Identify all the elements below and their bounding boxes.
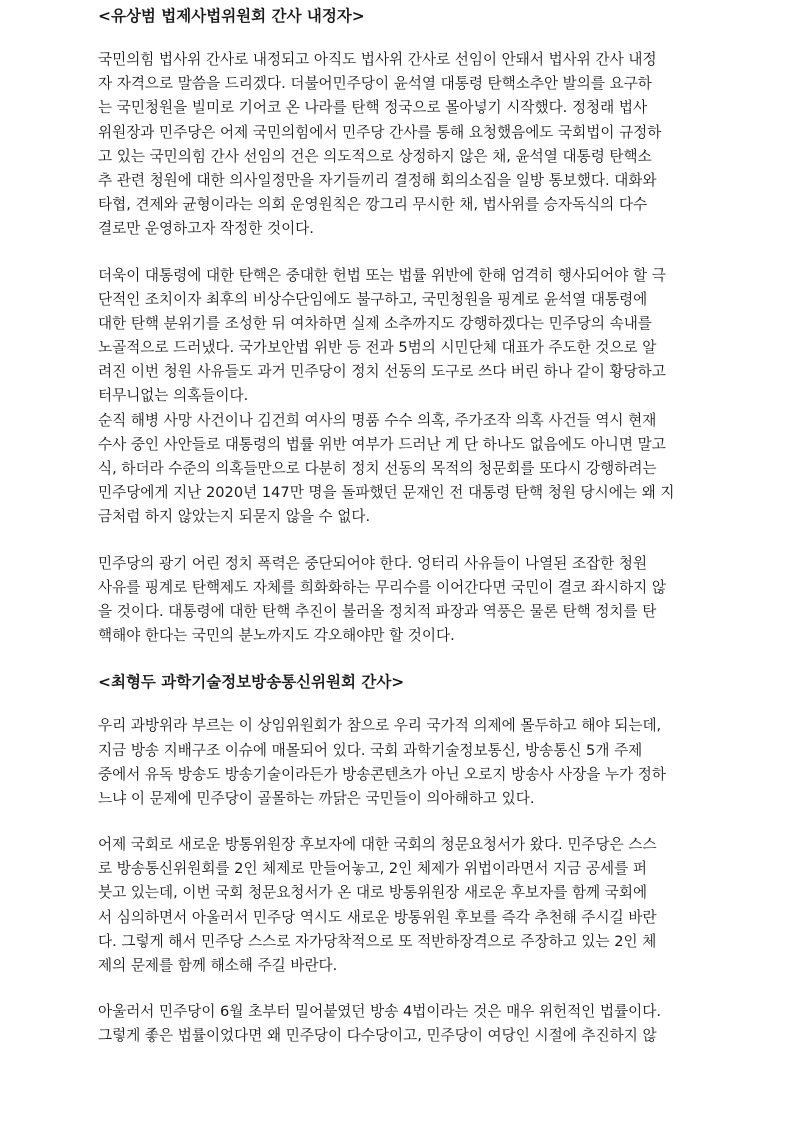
text-line: 는 국민청원을 빌미로 기어코 온 나라를 탄핵 정국으로 몰아넣기 시작했다. 정청래 법사 <box>98 99 648 117</box>
text-line: 아울러서 민주당이 6월 초부터 밀어붙였던 방송 4법이라는 것은 매우 위헌적인 법률이다. <box>98 1003 662 1021</box>
text-line: 타협, 견제와 균형이라는 의회 운영원칙은 깡그리 무시한 채, 법사위를 승자독식의 다수 <box>98 196 648 214</box>
text-line: 중에서 유독 방송도 방송기술이라든가 방송콘텐츠가 아닌 오로지 방송사 사장을 누가 정하 <box>98 765 667 783</box>
text-line: 붓고 있는데, 이번 국회 청문요청서가 온 대로 방통위원장 새로운 후보자를 함께 국회에 <box>98 884 648 902</box>
text-line: 터무니없는 의혹들이다. <box>98 387 249 405</box>
text-line: 그렇게 좋은 법률이었다면 왜 민주당이 다수당이고, 민주당이 여당인 시절에 추진하지 않 <box>98 1027 657 1045</box>
text-line: 더욱이 대통령에 대한 탄핵은 중대한 헌법 또는 법률 위반에 한해 엄격히 행사되어야 할 극 <box>98 266 666 284</box>
text-line: 다. 그렇게 해서 민주당 스스로 자가당착적으로 또 적반하장격으로 주장하고 있는 2인 체 <box>98 932 657 950</box>
text-line: 려진 이번 청원 사유들도 과거 민주당이 정치 선동의 도구로 쓰다 버린 하나 같이 황당하고 <box>98 363 666 381</box>
text-line: 금처럼 하지 않았는지 되묻지 않을 수 없다. <box>98 508 371 526</box>
text-line: 위원장과 민주당은 어제 국민의힘에서 민주당 간사를 통해 요청했음에도 국회법이 규정하 <box>98 123 662 141</box>
text-line: 사유를 핑계로 탄핵제도 자체를 희화화하는 무리수를 이어간다면 국민이 결코 좌시하지 않 <box>98 578 667 596</box>
text-line: 수사 중인 사안들로 대통령의 법률 위반 여부가 드러난 게 단 하나도 없음에도 아니면 말고 <box>98 435 666 453</box>
text-line: 로 방송통신위원회를 2인 체제로 만들어놓고, 2인 체제가 위법이라면서 지금 공세를 퍼 <box>98 860 647 878</box>
text-line: 민주당의 광기 어린 정치 폭력은 중단되어야 한다. 엉터리 사유들이 나열된 조잡한 청원 <box>98 554 648 572</box>
paragraph-2 <box>98 264 698 530</box>
text-line: 핵해야 한다는 국민의 분노까지도 각오해야만 할 것이다. <box>98 627 455 645</box>
text-line: 추 관련 청원에 대한 의사일정만을 자기들끼리 결정해 회의소집을 일방 통보했다. 대화와 <box>98 171 657 189</box>
text-line: 단적인 조치이자 최후의 비상수단임에도 불구하고, 국민청원을 핑계로 윤석열 대통령에 <box>98 290 648 308</box>
text-line: 노골적으로 드러냈다. 국가보안법 위반 등 전과 5범의 시민단체 대표가 주도한 것으로 알 <box>98 339 657 357</box>
text-line: 순직 해병 사망 사건이나 김건희 여사의 명품 수수 의혹, 주가조작 의혹 사건들 역시 현재 <box>98 411 657 429</box>
text-line: 자 자격으로 말씀을 드리겠다. 더불어민주당이 윤석열 대통령 탄핵소추안 발의를 요구하 <box>98 75 652 93</box>
paragraph-4 <box>98 714 698 811</box>
text-line: 지금 방송 지배구조 이슈에 매몰되어 있다. 국회 과학기술정보통신, 방송통신 5개 주제 <box>98 741 643 759</box>
document-page <box>98 0 698 1049</box>
paragraph-3 <box>98 552 698 649</box>
text-line: 식, 하더라 수준의 의혹들만으로 다분히 정치 선동의 목적의 청문회를 또다시 강행하려는 <box>98 460 657 477</box>
text-line: 제의 문제를 함께 해소해 주길 바란다. <box>98 957 338 974</box>
text-line: 어제 국회로 새로운 방통위원장 후보자에 대한 국회의 청문요청서가 왔다. 민주당은 스스 <box>98 836 657 854</box>
paragraph-1 <box>98 48 698 242</box>
text-line: 결로만 운영하고자 작정한 것이다. <box>98 220 314 238</box>
section-heading-choi: <최형두 과학기술정보방송통신위원회 간사> <box>98 673 405 692</box>
paragraph-6 <box>98 1000 698 1048</box>
text-line: 서 심의하면서 아울러서 민주당 역시도 새로운 방통위원 후보를 즉각 추천해 주시길 바란 <box>98 908 657 926</box>
paragraph-5 <box>98 833 698 978</box>
text-line: 대한 탄핵 분위기를 조성한 뒤 여차하면 실제 소추까지도 강행하겠다는 민주당의 속내를 <box>98 314 652 332</box>
text-line: 우리 과방위라 부르는 이 상임위원회가 참으로 우리 국가적 의제에 몰두하고 해야 되는데, <box>98 717 662 735</box>
text-line: 느냐 이 문제에 민주당이 골몰하는 까닭은 국민들이 의아해하고 있다. <box>98 789 535 807</box>
section-heading-yoo: <유상범 법제사법위원회 간사 내정자> <box>98 7 365 25</box>
text-line: 을 것이다. 대통령에 대한 탄핵 추진이 불러올 정치적 파장과 역풍은 물론 탄핵 정치를 탄 <box>98 602 657 620</box>
text-line: 국민의힘 법사위 간사로 내정되고 아직도 법사위 간사로 선임이 안돼서 법사위 간사 내정 <box>98 51 657 68</box>
text-line: 고 있는 국민의힘 간사 선임의 건은 의도적으로 상정하지 않은 채, 윤석열 대통령 탄핵소 <box>98 147 652 165</box>
text-line: 민주당에게 지난 2020년 147만 명을 돌파했던 문재인 전 대통령 탄핵 청원 당시에는 왜 지 <box>98 484 675 502</box>
